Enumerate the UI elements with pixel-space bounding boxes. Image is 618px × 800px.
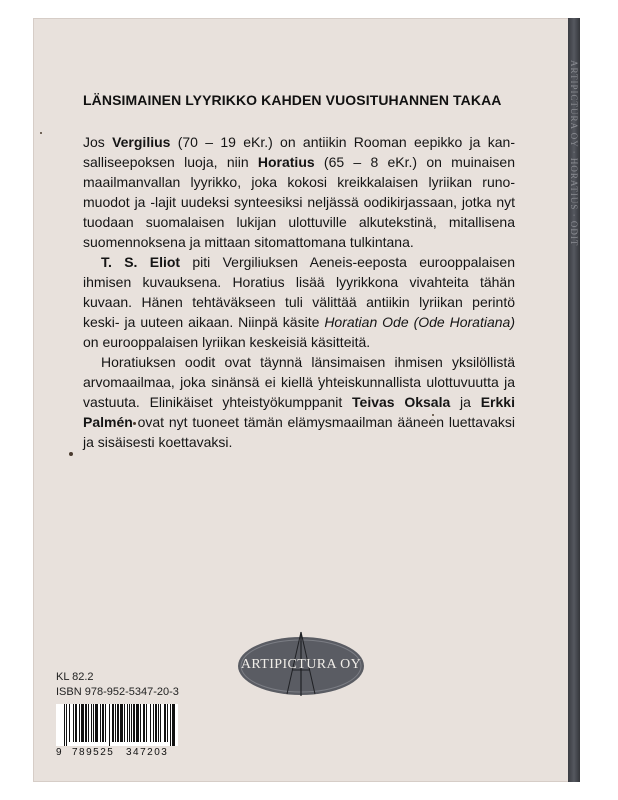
text-run: ja (450, 394, 481, 410)
barcode-bar (117, 704, 119, 742)
barcode-bar (75, 704, 77, 742)
name-vergilius: Vergilius (112, 134, 171, 150)
barcode-bar (115, 704, 116, 742)
barcode-bar (155, 704, 157, 742)
barcode-bar (93, 704, 94, 742)
barcode-left-group: 789525 (72, 747, 115, 758)
text-run: (65 – 8 eKr.) on muinaisen maailmanvallan lyyrikko, joka kokosi kreikkalaisen lyriikan runomuodot ja -lajit uudeksi synteesiksi neljässä oodikirjassaan, jotka nyt tuodaan suomalaisen lukijan ulottuville alkutekstinä, mitallisena suomennoksena ja mittaan sitomattomana tulkintana. (83, 154, 515, 250)
barcode-bar (120, 704, 123, 742)
name-eliot: T. S. Eliot (101, 254, 181, 270)
barcode-bar (167, 704, 168, 742)
barcode-bar (140, 704, 141, 742)
barcode-bar (164, 704, 166, 742)
barcode-bar (88, 704, 89, 742)
text-run: Horatiuksen oodit ovat täynnä länsimaisen ihmisen yksilöllistä arvomaailmaa, joka sinänsä ei kiellä yhteiskunnallista ulottuvuutta ja vastuuta. Elinikäiset yhteistyökumppanit (83, 354, 515, 410)
publisher-name: ARTIPICTURA OY (240, 657, 362, 672)
barcode-bar (95, 704, 98, 742)
barcode-bar (73, 704, 74, 742)
barcode-bar (133, 704, 135, 742)
barcode-bar (112, 704, 114, 742)
barcode-bar (158, 704, 159, 742)
barcode-bar (100, 704, 101, 742)
text-run: (70 – 19 eKr.) on antiikin Rooman eepikko ja kansalliseepoksen luoja, niin (83, 134, 515, 170)
barcode-bar (124, 704, 125, 742)
barcode-right-group: 347203 (126, 747, 169, 758)
classification-code: KL 82.2 (56, 671, 94, 683)
barcode-bar (85, 704, 87, 742)
barcode-bar (109, 704, 110, 746)
barcode-bar (91, 704, 92, 742)
barcode-bar (143, 704, 145, 742)
barcode-bar (64, 704, 65, 746)
paragraph-1 (83, 132, 515, 252)
publisher-logo (237, 630, 365, 698)
barcode-bar (160, 704, 161, 742)
barcode-bar (69, 704, 70, 742)
barcode-bar (131, 704, 132, 742)
barcode-bar (153, 704, 154, 742)
barcode-bar (66, 704, 67, 746)
barcode-bar (172, 704, 175, 746)
barcode-bar (102, 704, 104, 742)
name-oksala: Teivas Oksala (352, 394, 451, 410)
paragraph-3 (83, 352, 515, 452)
text-run: ovat nyt tuoneet tämän elämysmaailman ääneen luettavaksi ja sisäisesti koettavaksi. (83, 414, 515, 450)
barcode-bar (79, 704, 80, 742)
barcode-bar (136, 704, 139, 742)
name-horatius: Horatius (257, 154, 315, 170)
barcode-bar (150, 704, 151, 742)
italic-term: Horatian Ode (Ode Horatiana) (324, 314, 515, 330)
paragraph-2 (83, 252, 515, 352)
barcode-bar (170, 704, 171, 746)
isbn-barcode (56, 704, 178, 746)
name-palmen: Erkki Palmén (83, 394, 515, 430)
isbn-text: ISBN 978-952-5347-20-3 (56, 686, 179, 698)
barcode-bar (81, 704, 84, 742)
text-run: piti Vergiliuksen Aeneis-eeposta eurooppalaisen ihmisen kuvauksena. Horatius lisää lyyrikkona vivahteita tähän kuvaan. Hänen tehtäväkseen tuli välittää antiikin lyriikan perintö keski- ja uuteen aikaan. Niinpä käsite (83, 254, 515, 330)
text-run: Jos (83, 134, 113, 150)
barcode-bar (146, 704, 147, 742)
blurb-text (83, 132, 515, 452)
barcode-first-digit: 9 (56, 747, 62, 758)
text-run: on eurooppalaisen lyriikan keskeisiä käsitteitä. (83, 334, 371, 350)
page-heading: LÄNSIMAINEN LYYRIKKO KAHDEN VUOSITUHANNEN TAKAA (83, 92, 502, 108)
barcode-bar (105, 704, 106, 742)
barcode-bar (127, 704, 128, 742)
barcode-bar (129, 704, 130, 742)
spine-text: ARTIPICTURA OY · HORATIUS · ODIT (569, 60, 579, 247)
barcode-bars-icon (56, 704, 178, 746)
